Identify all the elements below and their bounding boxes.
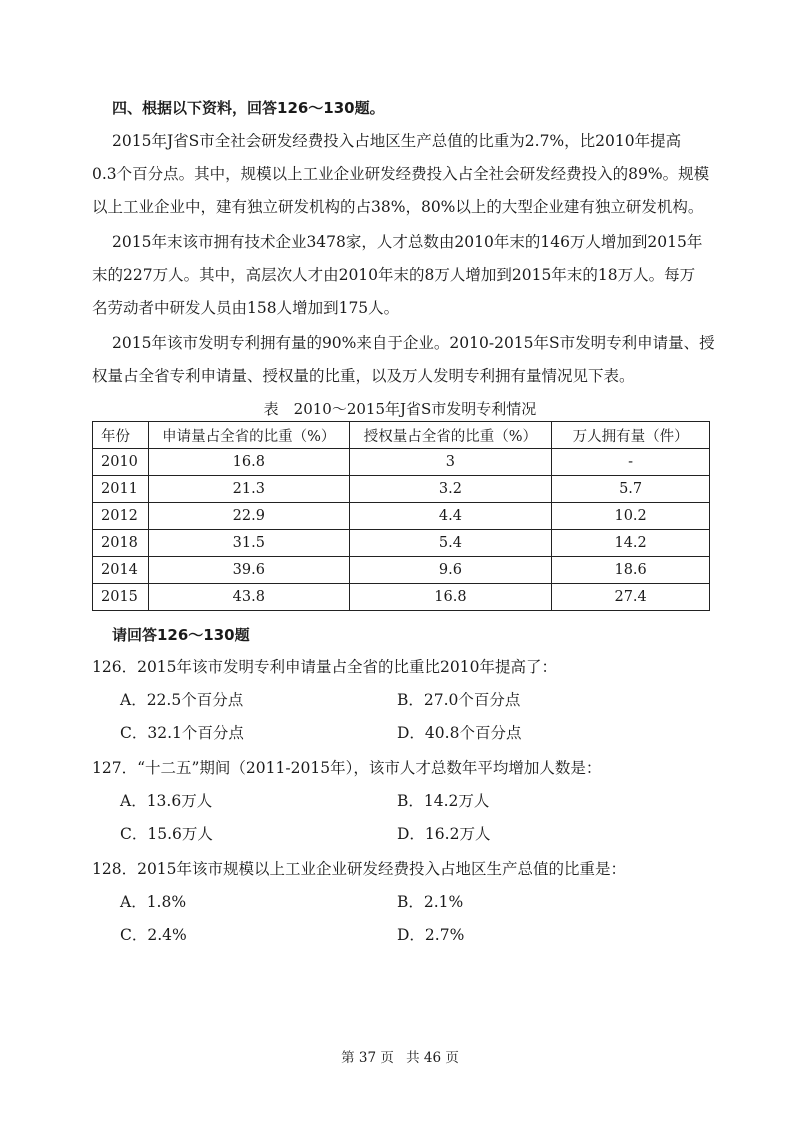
- option-a[interactable]: A．13.6万人: [120, 792, 213, 810]
- table-row: [93, 449, 710, 476]
- table-header-cell: 年份: [93, 422, 149, 449]
- paragraph-line: 0.3个百分点。其中，规模以上工业企业研发经费投入占全社会研发经费投入的89%。规模: [92, 165, 710, 183]
- table-cell: 16.8: [148, 449, 349, 476]
- paragraph-line: 末的227万人。其中，高层次人才由2010年末的8万人增加到2015年末的18万人。每万: [92, 266, 696, 284]
- table-row: [93, 557, 710, 584]
- patent-table: [92, 421, 710, 611]
- table-cell: 5.7: [552, 476, 710, 503]
- table-cell: 2011: [93, 476, 149, 503]
- table-cell: 22.9: [148, 503, 349, 530]
- table-header-cell: 申请量占全省的比重（%）: [148, 422, 349, 449]
- option-c[interactable]: C．32.1个百分点: [120, 724, 244, 742]
- table-cell: 21.3: [148, 476, 349, 503]
- paragraph-line: 2015年该市发明专利拥有量的90%来自于企业。2010-2015年S市发明专利申请量、授: [112, 334, 715, 352]
- paragraph-line: 2015年末该市拥有技术企业3478家，人才总数由2010年末的146万人增加到2015年: [112, 233, 703, 251]
- table-cell: 2018: [93, 530, 149, 557]
- table-cell: 9.6: [349, 557, 552, 584]
- table-row: [93, 476, 710, 503]
- table-header-cell: 授权量占全省的比重（%）: [349, 422, 552, 449]
- section-heading: 四、根据以下资料，回答126～130题。: [112, 99, 385, 117]
- page-total: 共 46 页: [406, 1050, 459, 1066]
- table-cell: 2015: [93, 584, 149, 611]
- table-row: [93, 503, 710, 530]
- table-caption: 表 2010～2015年J省S市发明专利情况: [263, 400, 537, 418]
- option-d[interactable]: D．2.7%: [397, 926, 465, 944]
- option-b[interactable]: B．14.2万人: [397, 792, 490, 810]
- option-c[interactable]: C．2.4%: [120, 926, 187, 944]
- table-cell: 3.2: [349, 476, 552, 503]
- table-row: [93, 530, 710, 557]
- option-b[interactable]: B．2.1%: [397, 893, 464, 911]
- table-cell: 39.6: [148, 557, 349, 584]
- table-cell: 27.4: [552, 584, 710, 611]
- answer-prompt: 请回答126～130题: [112, 626, 250, 644]
- paragraph-line: 2015年J省S市全社会研发经费投入占地区生产总值的比重为2.7%，比2010年提高: [112, 132, 682, 150]
- table-cell: 2012: [93, 503, 149, 530]
- table-cell: 2014: [93, 557, 149, 584]
- page-footer: [0, 1046, 800, 1066]
- table-row: [93, 584, 710, 611]
- question-127: 127．“十二五”期间（2011-2015年），该市人才总数年平均增加人数是：: [92, 759, 602, 777]
- option-a[interactable]: A．22.5个百分点: [120, 691, 244, 709]
- table-cell: 3: [349, 449, 552, 476]
- option-c[interactable]: C．15.6万人: [120, 825, 213, 843]
- table-cell: 2010: [93, 449, 149, 476]
- option-d[interactable]: D．16.2万人: [397, 825, 491, 843]
- table-cell: 31.5: [148, 530, 349, 557]
- question-128: 128．2015年该市规模以上工业企业研发经费投入占地区生产总值的比重是：: [92, 860, 627, 878]
- table-cell: 5.4: [349, 530, 552, 557]
- table-cell: 43.8: [148, 584, 349, 611]
- table-cell: 10.2: [552, 503, 710, 530]
- table-cell: 16.8: [349, 584, 552, 611]
- table-header-cell: 万人拥有量（件）: [552, 422, 710, 449]
- paragraph-line: 名劳动者中研发人员由158人增加到175人。: [92, 299, 400, 317]
- page-number: 第 37 页: [341, 1050, 394, 1066]
- table-header-row: [93, 422, 710, 449]
- option-b[interactable]: B．27.0个百分点: [397, 691, 521, 709]
- paragraph-line: 权量占全省专利申请量、授权量的比重，以及万人发明专利拥有量情况见下表。: [92, 367, 635, 385]
- table-cell: 14.2: [552, 530, 710, 557]
- paragraph-line: 以上工业企业中，建有独立研发机构的占38%，80%以上的大型企业建有独立研发机构。: [92, 198, 704, 216]
- table-cell: 18.6: [552, 557, 710, 584]
- option-a[interactable]: A．1.8%: [120, 893, 187, 911]
- question-126: 126．2015年该市发明专利申请量占全省的比重比2010年提高了：: [92, 658, 557, 676]
- option-d[interactable]: D．40.8个百分点: [397, 724, 522, 742]
- table-cell: -: [552, 449, 710, 476]
- table-cell: 4.4: [349, 503, 552, 530]
